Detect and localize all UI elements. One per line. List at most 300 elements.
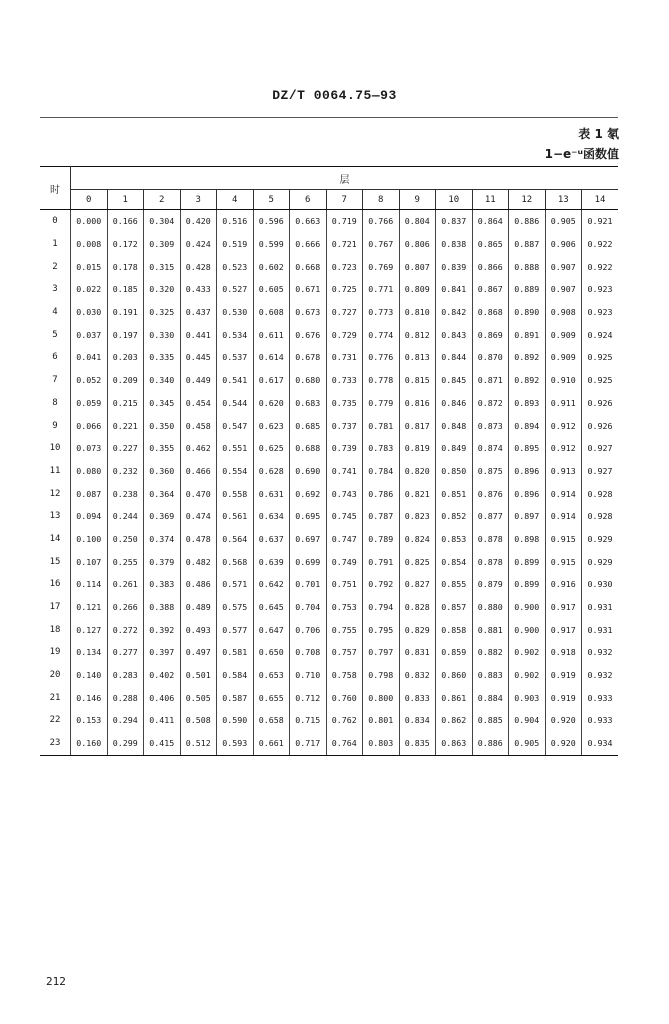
value-cell: 0.727 xyxy=(326,301,363,324)
value-cell: 0.888 xyxy=(509,255,546,278)
value-cell: 0.751 xyxy=(326,573,363,596)
value-cell: 0.623 xyxy=(253,414,290,437)
value-cell: 0.794 xyxy=(363,596,400,619)
value-cell: 0.575 xyxy=(217,596,254,619)
value-cell: 0.458 xyxy=(180,414,217,437)
value-cell: 0.441 xyxy=(180,323,217,346)
function-value-table xyxy=(40,166,618,756)
value-cell: 0.688 xyxy=(290,437,327,460)
value-cell: 0.335 xyxy=(144,346,181,369)
value-cell: 0.676 xyxy=(290,323,327,346)
value-cell: 0.795 xyxy=(363,618,400,641)
value-cell: 0.867 xyxy=(472,278,509,301)
value-cell: 0.383 xyxy=(144,573,181,596)
value-cell: 0.909 xyxy=(545,346,582,369)
value-cell: 0.870 xyxy=(472,346,509,369)
value-cell: 0.717 xyxy=(290,732,327,755)
value-cell: 0.899 xyxy=(509,573,546,596)
value-cell: 0.916 xyxy=(545,573,582,596)
value-cell: 0.512 xyxy=(180,732,217,755)
value-cell: 0.614 xyxy=(253,346,290,369)
value-cell: 0.723 xyxy=(326,255,363,278)
value-cell: 0.288 xyxy=(107,686,144,709)
value-cell: 0.735 xyxy=(326,392,363,415)
value-cell: 0.639 xyxy=(253,550,290,573)
value-cell: 0.866 xyxy=(472,255,509,278)
value-cell: 0.685 xyxy=(290,414,327,437)
value-cell: 0.704 xyxy=(290,596,327,619)
value-cell: 0.907 xyxy=(545,255,582,278)
value-cell: 0.883 xyxy=(472,664,509,687)
layer-group-header: 层 xyxy=(71,167,619,190)
value-cell: 0.779 xyxy=(363,392,400,415)
value-cell: 0.227 xyxy=(107,437,144,460)
value-cell: 0.052 xyxy=(71,369,108,392)
value-cell: 0.745 xyxy=(326,505,363,528)
value-cell: 0.804 xyxy=(399,210,436,233)
value-cell: 0.424 xyxy=(180,233,217,256)
value-cell: 0.873 xyxy=(472,414,509,437)
value-cell: 0.737 xyxy=(326,414,363,437)
value-cell: 0.261 xyxy=(107,573,144,596)
value-cell: 0.877 xyxy=(472,505,509,528)
value-cell: 0.900 xyxy=(509,618,546,641)
value-cell: 0.304 xyxy=(144,210,181,233)
value-cell: 0.849 xyxy=(436,437,473,460)
value-cell: 0.821 xyxy=(399,482,436,505)
table-row xyxy=(40,732,618,755)
value-cell: 0.812 xyxy=(399,323,436,346)
value-cell: 0.474 xyxy=(180,505,217,528)
value-cell: 0.875 xyxy=(472,460,509,483)
value-cell: 0.283 xyxy=(107,664,144,687)
value-cell: 0.232 xyxy=(107,460,144,483)
column-header-1: 1 xyxy=(107,190,144,210)
value-cell: 0.801 xyxy=(363,709,400,732)
value-cell: 0.894 xyxy=(509,414,546,437)
value-cell: 0.486 xyxy=(180,573,217,596)
value-cell: 0.320 xyxy=(144,278,181,301)
value-cell: 0.880 xyxy=(472,596,509,619)
value-cell: 0.428 xyxy=(180,255,217,278)
value-cell: 0.571 xyxy=(217,573,254,596)
hour-cell: 14 xyxy=(49,533,61,544)
column-header-2: 2 xyxy=(144,190,181,210)
value-cell: 0.238 xyxy=(107,482,144,505)
value-cell: 0.590 xyxy=(217,709,254,732)
value-cell: 0.925 xyxy=(582,369,619,392)
hour-cell: 5 xyxy=(52,329,58,340)
value-cell: 0.828 xyxy=(399,596,436,619)
value-cell: 0.628 xyxy=(253,460,290,483)
table-row xyxy=(40,618,618,641)
value-cell: 0.294 xyxy=(107,709,144,732)
value-cell: 0.789 xyxy=(363,528,400,551)
value-cell: 0.729 xyxy=(326,323,363,346)
value-cell: 0.719 xyxy=(326,210,363,233)
table-subtitle: 1−e⁻ᵘ函数值 xyxy=(544,147,619,161)
hour-cell: 7 xyxy=(52,375,58,386)
value-cell: 0.869 xyxy=(472,323,509,346)
value-cell: 0.066 xyxy=(71,414,108,437)
value-cell: 0.437 xyxy=(180,301,217,324)
value-cell: 0.415 xyxy=(144,732,181,755)
value-cell: 0.000 xyxy=(71,210,108,233)
value-cell: 0.800 xyxy=(363,686,400,709)
value-cell: 0.411 xyxy=(144,709,181,732)
value-cell: 0.929 xyxy=(582,550,619,573)
value-cell: 0.837 xyxy=(436,210,473,233)
value-cell: 0.878 xyxy=(472,550,509,573)
value-cell: 0.884 xyxy=(472,686,509,709)
value-cell: 0.903 xyxy=(509,686,546,709)
hour-cell: 15 xyxy=(49,556,61,567)
value-cell: 0.817 xyxy=(399,414,436,437)
value-cell: 0.809 xyxy=(399,278,436,301)
value-cell: 0.787 xyxy=(363,505,400,528)
value-cell: 0.355 xyxy=(144,437,181,460)
value-cell: 0.758 xyxy=(326,664,363,687)
value-cell: 0.683 xyxy=(290,392,327,415)
value-cell: 0.924 xyxy=(582,323,619,346)
value-cell: 0.778 xyxy=(363,369,400,392)
value-cell: 0.325 xyxy=(144,301,181,324)
value-cell: 0.617 xyxy=(253,369,290,392)
value-cell: 0.810 xyxy=(399,301,436,324)
value-cell: 0.406 xyxy=(144,686,181,709)
value-cell: 0.764 xyxy=(326,732,363,755)
table-row xyxy=(40,641,618,664)
hour-cell: 16 xyxy=(49,579,61,590)
value-cell: 0.708 xyxy=(290,641,327,664)
value-cell: 0.783 xyxy=(363,437,400,460)
value-cell: 0.925 xyxy=(582,346,619,369)
table-row xyxy=(40,255,618,278)
value-cell: 0.767 xyxy=(363,233,400,256)
value-cell: 0.642 xyxy=(253,573,290,596)
hour-cell: 12 xyxy=(49,488,61,499)
value-cell: 0.695 xyxy=(290,505,327,528)
value-cell: 0.350 xyxy=(144,414,181,437)
value-cell: 0.470 xyxy=(180,482,217,505)
value-cell: 0.926 xyxy=(582,392,619,415)
value-cell: 0.537 xyxy=(217,346,254,369)
value-cell: 0.915 xyxy=(545,550,582,573)
value-cell: 0.803 xyxy=(363,732,400,755)
value-cell: 0.919 xyxy=(545,686,582,709)
value-cell: 0.369 xyxy=(144,505,181,528)
table-row xyxy=(40,505,618,528)
table-row xyxy=(40,573,618,596)
value-cell: 0.397 xyxy=(144,641,181,664)
value-cell: 0.897 xyxy=(509,505,546,528)
value-cell: 0.906 xyxy=(545,233,582,256)
table-row xyxy=(40,301,618,324)
value-cell: 0.114 xyxy=(71,573,108,596)
value-cell: 0.221 xyxy=(107,414,144,437)
table-row xyxy=(40,437,618,460)
table-row xyxy=(40,369,618,392)
value-cell: 0.478 xyxy=(180,528,217,551)
hour-cell: 8 xyxy=(52,397,58,408)
value-cell: 0.611 xyxy=(253,323,290,346)
value-cell: 0.561 xyxy=(217,505,254,528)
value-cell: 0.584 xyxy=(217,664,254,687)
value-cell: 0.909 xyxy=(545,323,582,346)
value-cell: 0.923 xyxy=(582,301,619,324)
table-row xyxy=(40,482,618,505)
value-cell: 0.868 xyxy=(472,301,509,324)
value-cell: 0.886 xyxy=(509,210,546,233)
value-cell: 0.900 xyxy=(509,596,546,619)
value-cell: 0.505 xyxy=(180,686,217,709)
value-cell: 0.345 xyxy=(144,392,181,415)
hour-cell: 3 xyxy=(52,284,58,295)
column-header-8: 8 xyxy=(363,190,400,210)
value-cell: 0.832 xyxy=(399,664,436,687)
value-cell: 0.497 xyxy=(180,641,217,664)
value-cell: 0.433 xyxy=(180,278,217,301)
value-cell: 0.923 xyxy=(582,278,619,301)
value-cell: 0.857 xyxy=(436,596,473,619)
value-cell: 0.637 xyxy=(253,528,290,551)
hour-cell: 19 xyxy=(49,647,61,658)
table-row xyxy=(40,414,618,437)
value-cell: 0.852 xyxy=(436,505,473,528)
value-cell: 0.620 xyxy=(253,392,290,415)
column-header-10: 10 xyxy=(436,190,473,210)
table-row xyxy=(40,709,618,732)
value-cell: 0.360 xyxy=(144,460,181,483)
value-cell: 0.544 xyxy=(217,392,254,415)
value-cell: 0.215 xyxy=(107,392,144,415)
value-cell: 0.813 xyxy=(399,346,436,369)
value-cell: 0.530 xyxy=(217,301,254,324)
value-cell: 0.896 xyxy=(509,460,546,483)
value-cell: 0.891 xyxy=(509,323,546,346)
value-cell: 0.658 xyxy=(253,709,290,732)
value-cell: 0.930 xyxy=(582,573,619,596)
value-cell: 0.834 xyxy=(399,709,436,732)
value-cell: 0.844 xyxy=(436,346,473,369)
value-cell: 0.905 xyxy=(545,210,582,233)
value-cell: 0.008 xyxy=(71,233,108,256)
hour-column-header: 时 xyxy=(40,167,71,210)
value-cell: 0.593 xyxy=(217,732,254,755)
value-cell: 0.523 xyxy=(217,255,254,278)
value-cell: 0.905 xyxy=(509,732,546,755)
value-cell: 0.922 xyxy=(582,255,619,278)
value-cell: 0.388 xyxy=(144,596,181,619)
value-cell: 0.209 xyxy=(107,369,144,392)
value-cell: 0.625 xyxy=(253,437,290,460)
value-cell: 0.929 xyxy=(582,528,619,551)
value-cell: 0.309 xyxy=(144,233,181,256)
column-header-14: 14 xyxy=(582,190,619,210)
value-cell: 0.315 xyxy=(144,255,181,278)
value-cell: 0.890 xyxy=(509,301,546,324)
column-header-0: 0 xyxy=(71,190,108,210)
value-cell: 0.482 xyxy=(180,550,217,573)
value-cell: 0.340 xyxy=(144,369,181,392)
value-cell: 0.697 xyxy=(290,528,327,551)
value-cell: 0.710 xyxy=(290,664,327,687)
value-cell: 0.721 xyxy=(326,233,363,256)
value-cell: 0.932 xyxy=(582,641,619,664)
value-cell: 0.392 xyxy=(144,618,181,641)
value-cell: 0.917 xyxy=(545,596,582,619)
value-cell: 0.858 xyxy=(436,618,473,641)
value-cell: 0.299 xyxy=(107,732,144,755)
value-cell: 0.848 xyxy=(436,414,473,437)
value-cell: 0.831 xyxy=(399,641,436,664)
value-cell: 0.127 xyxy=(71,618,108,641)
column-header-3: 3 xyxy=(180,190,217,210)
value-cell: 0.191 xyxy=(107,301,144,324)
value-cell: 0.140 xyxy=(71,664,108,687)
value-cell: 0.771 xyxy=(363,278,400,301)
value-cell: 0.587 xyxy=(217,686,254,709)
value-cell: 0.919 xyxy=(545,664,582,687)
value-cell: 0.364 xyxy=(144,482,181,505)
value-cell: 0.820 xyxy=(399,460,436,483)
hour-cell: 0 xyxy=(52,216,58,227)
value-cell: 0.825 xyxy=(399,550,436,573)
value-cell: 0.895 xyxy=(509,437,546,460)
value-cell: 0.030 xyxy=(71,301,108,324)
table-row xyxy=(40,460,618,483)
value-cell: 0.741 xyxy=(326,460,363,483)
value-cell: 0.902 xyxy=(509,664,546,687)
value-cell: 0.927 xyxy=(582,437,619,460)
value-cell: 0.807 xyxy=(399,255,436,278)
hour-cell: 1 xyxy=(52,239,58,250)
value-cell: 0.015 xyxy=(71,255,108,278)
value-cell: 0.854 xyxy=(436,550,473,573)
value-cell: 0.819 xyxy=(399,437,436,460)
value-cell: 0.449 xyxy=(180,369,217,392)
value-cell: 0.041 xyxy=(71,346,108,369)
value-cell: 0.166 xyxy=(107,210,144,233)
value-cell: 0.855 xyxy=(436,573,473,596)
value-cell: 0.577 xyxy=(217,618,254,641)
value-cell: 0.920 xyxy=(545,732,582,755)
value-cell: 0.255 xyxy=(107,550,144,573)
value-cell: 0.519 xyxy=(217,233,254,256)
value-cell: 0.922 xyxy=(582,233,619,256)
value-cell: 0.845 xyxy=(436,369,473,392)
value-cell: 0.501 xyxy=(180,664,217,687)
value-cell: 0.678 xyxy=(290,346,327,369)
value-cell: 0.671 xyxy=(290,278,327,301)
value-cell: 0.899 xyxy=(509,550,546,573)
value-cell: 0.706 xyxy=(290,618,327,641)
value-cell: 0.902 xyxy=(509,641,546,664)
value-cell: 0.712 xyxy=(290,686,327,709)
value-cell: 0.739 xyxy=(326,437,363,460)
value-cell: 0.673 xyxy=(290,301,327,324)
value-cell: 0.865 xyxy=(472,233,509,256)
value-cell: 0.871 xyxy=(472,369,509,392)
value-cell: 0.862 xyxy=(436,709,473,732)
hour-cell: 21 xyxy=(49,692,61,703)
value-cell: 0.757 xyxy=(326,641,363,664)
table-body xyxy=(40,210,618,756)
value-cell: 0.690 xyxy=(290,460,327,483)
value-cell: 0.917 xyxy=(545,618,582,641)
value-cell: 0.602 xyxy=(253,255,290,278)
value-cell: 0.914 xyxy=(545,482,582,505)
value-cell: 0.731 xyxy=(326,346,363,369)
hour-cell: 22 xyxy=(49,715,61,726)
hour-cell: 2 xyxy=(52,261,58,272)
value-cell: 0.037 xyxy=(71,323,108,346)
value-cell: 0.073 xyxy=(71,437,108,460)
value-cell: 0.534 xyxy=(217,323,254,346)
value-cell: 0.541 xyxy=(217,369,254,392)
value-cell: 0.927 xyxy=(582,460,619,483)
value-cell: 0.755 xyxy=(326,618,363,641)
value-cell: 0.838 xyxy=(436,233,473,256)
header-rule xyxy=(40,117,618,118)
value-cell: 0.798 xyxy=(363,664,400,687)
value-cell: 0.699 xyxy=(290,550,327,573)
value-cell: 0.904 xyxy=(509,709,546,732)
value-cell: 0.599 xyxy=(253,233,290,256)
value-cell: 0.841 xyxy=(436,278,473,301)
table-row xyxy=(40,278,618,301)
value-cell: 0.932 xyxy=(582,664,619,687)
value-cell: 0.645 xyxy=(253,596,290,619)
value-cell: 0.445 xyxy=(180,346,217,369)
value-cell: 0.926 xyxy=(582,414,619,437)
value-cell: 0.886 xyxy=(472,732,509,755)
column-header-6: 6 xyxy=(290,190,327,210)
value-cell: 0.776 xyxy=(363,346,400,369)
value-cell: 0.178 xyxy=(107,255,144,278)
value-cell: 0.094 xyxy=(71,505,108,528)
value-cell: 0.250 xyxy=(107,528,144,551)
value-cell: 0.912 xyxy=(545,437,582,460)
hour-cell: 20 xyxy=(49,670,61,681)
table-row xyxy=(40,550,618,573)
hour-cell: 10 xyxy=(49,443,61,454)
value-cell: 0.701 xyxy=(290,573,327,596)
value-cell: 0.773 xyxy=(363,301,400,324)
value-cell: 0.921 xyxy=(582,210,619,233)
value-cell: 0.661 xyxy=(253,732,290,755)
value-cell: 0.781 xyxy=(363,414,400,437)
value-cell: 0.680 xyxy=(290,369,327,392)
value-cell: 0.715 xyxy=(290,709,327,732)
hour-cell: 23 xyxy=(40,732,71,755)
value-cell: 0.933 xyxy=(582,686,619,709)
value-cell: 0.634 xyxy=(253,505,290,528)
value-cell: 0.911 xyxy=(545,392,582,415)
value-cell: 0.160 xyxy=(71,732,108,755)
value-cell: 0.631 xyxy=(253,482,290,505)
value-cell: 0.692 xyxy=(290,482,327,505)
table-row xyxy=(40,686,618,709)
value-cell: 0.878 xyxy=(472,528,509,551)
value-cell: 0.749 xyxy=(326,550,363,573)
value-cell: 0.931 xyxy=(582,596,619,619)
value-cell: 0.835 xyxy=(399,732,436,755)
column-header-5: 5 xyxy=(253,190,290,210)
value-cell: 0.172 xyxy=(107,233,144,256)
value-cell: 0.508 xyxy=(180,709,217,732)
value-cell: 0.842 xyxy=(436,301,473,324)
